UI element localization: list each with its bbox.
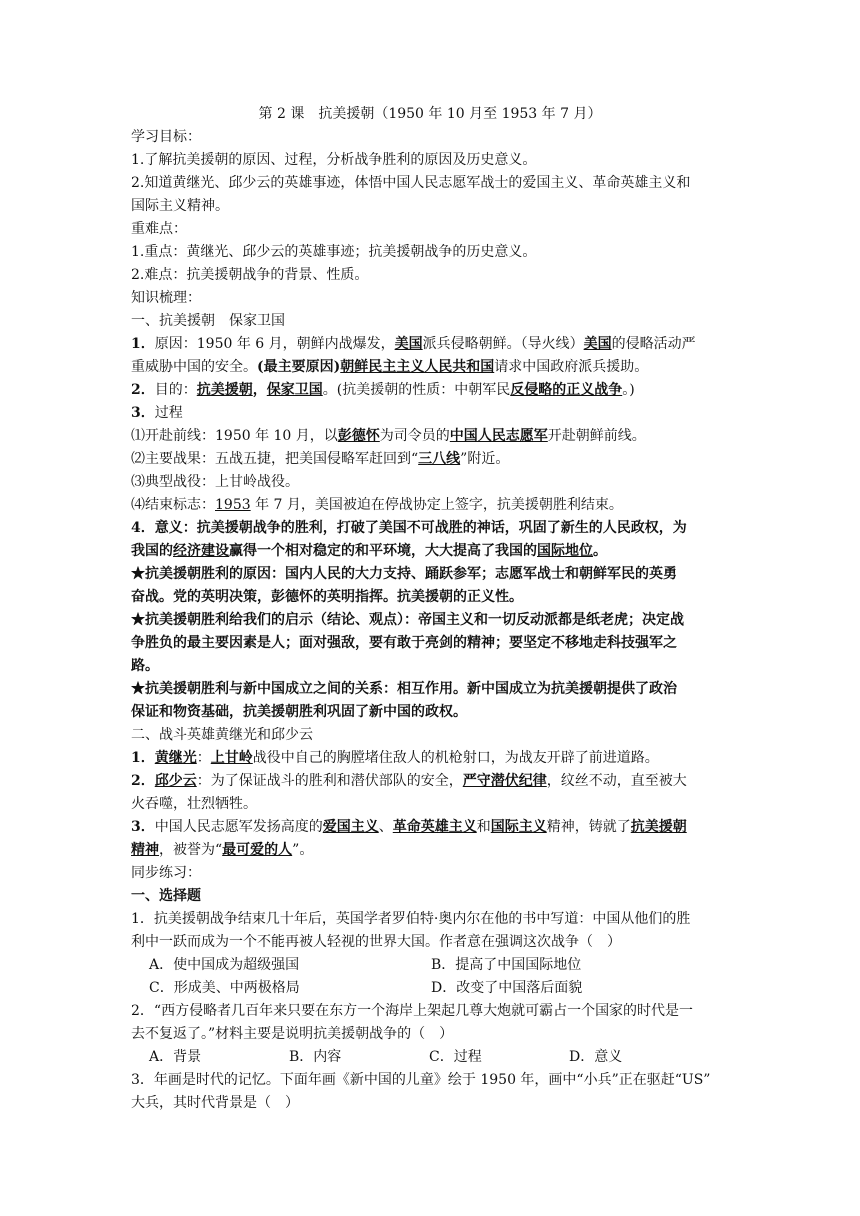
key-term: 革命英雄主义 (392, 819, 477, 835)
hero-line: 1．黄继光：上甘岭战役中自己的胸膛堵住敌人的机枪射口，为战友开辟了前进道路。 (131, 750, 659, 766)
item-number: 1． (131, 336, 155, 352)
option-row (131, 977, 736, 999)
question-stem: 1．抗美援朝战争结束几十年后，英国学者罗伯特·奥内尔在他的书中写道：中国从他们的胜 (131, 911, 691, 927)
key-term: 中国人民志愿军 (449, 428, 548, 444)
star-point: 争胜负的最主要因素是人；面对强敌，要有敢于亮剑的精神；要坚定不移地走科技强军之 (131, 635, 677, 651)
star-point: ★抗美援朝胜利的原因：国内人民的大力支持、踊跃参军；志愿军战士和朝鲜军民的英勇 (131, 566, 677, 582)
cause-line: 重威胁中国的安全。(最主要原因)朝鲜民主主义人民共和国请求中国政府派兵援助。 (131, 359, 649, 375)
star-point: 保证和物资基础，抗美援朝胜利巩固了新中国的政权。 (131, 704, 467, 720)
section-heading: 二、战斗英雄黄继光和邱少云 (131, 727, 313, 743)
question-stem: 2．“西方侵略者几百年来只要在东方一个海岸上架起几尊大炮就可霸占一个国家的时代是一 (131, 1003, 694, 1019)
option-d: D．意义 (569, 1049, 623, 1065)
star-point: ★抗美援朝胜利给我们的启示（结论、观点）：帝国主义和一切反动派都是纸老虎；决定战 (131, 612, 684, 628)
process-line: ⑷结束标志：1953 年 7 月，美国被迫在停战协定上签字，抗美援朝胜利结束。 (131, 497, 623, 513)
star-point: ★抗美援朝胜利与新中国成立之间的关系：相互作用。新中国成立为抗美援朝提供了政治 (131, 681, 677, 697)
knowledge-heading: 知识梳理： (131, 290, 201, 306)
section-heading: 一、选择题 (131, 888, 201, 904)
option-c: C．过程 (429, 1049, 482, 1065)
objective-item: 国际主义精神。 (131, 198, 229, 214)
option-row (131, 1046, 736, 1068)
key-term: 国际主义 (490, 819, 547, 835)
objective-item: 2.知道黄继光、邱少云的英雄事迹，体悟中国人民志愿军战士的爱国主义、革命英雄主义和 (131, 175, 691, 191)
cause-line: 1．原因：1950 年 6 月，朝鲜内战爆发，美国派兵侵略朝鲜。（导火线）美国的侵略活动严 (131, 336, 696, 352)
process-line: ⑶典型战役：上甘岭战役。 (131, 474, 299, 490)
significance-line: 4．意义：抗美援朝战争的胜利，打破了美国不可战胜的神话，巩固了新生的人民政权，为 (131, 520, 687, 536)
objectives-heading: 学习目标： (131, 129, 201, 145)
lesson-title: 第 2 课 抗美援朝（1950 年 10 月至 1953 年 7 月） (258, 106, 602, 122)
key-term: 1953 (215, 497, 251, 513)
item-number: 4． (131, 520, 155, 536)
key-term: 保家卫国 (266, 382, 323, 398)
option-b: B．提高了中国国际地位 (431, 957, 582, 973)
key-term: 邱少云 (154, 773, 197, 789)
process-line: ⑵主要战果：五战五捷，把美国侵略军赶回到“三八线”附近。 (131, 451, 510, 467)
question-stem: 去不复返了。”材料主要是说明抗美援朝战争的（ ） (131, 1026, 454, 1042)
key-term: 彭德怀 (337, 428, 380, 444)
item-number: 3． (131, 819, 155, 835)
purpose-line: 2．目的：抗美援朝，保家卫国。(抗美援朝的性质：中朝军民反侵略的正义战争。) (131, 382, 635, 398)
key-term: 精神 (131, 842, 159, 858)
hero-line: 2．邱少云：为了保证战斗的胜利和潜伏部队的安全，严守潜伏纪律，纹丝不动，直至被大 (131, 773, 687, 789)
key-term: 抗美援朝 (630, 819, 687, 835)
section-heading: 一、抗美援朝 保家卫国 (131, 313, 285, 329)
key-term: 经济建设 (173, 543, 229, 559)
question-stem: 大兵，其时代背景是（ ） (131, 1095, 299, 1111)
keypoint-item: 2.难点：抗美援朝战争的背景、性质。 (131, 267, 369, 283)
option-c: C．形成美、中两极格局 (149, 980, 300, 996)
keypoint-item: 1.重点：黄继光、邱少云的英雄事迹；抗美援朝战争的历史意义。 (131, 244, 537, 260)
key-term: 黄继光 (154, 750, 197, 766)
key-term: 朝鲜民主主义人民共和国 (340, 359, 495, 375)
practice-heading: 同步练习： (131, 865, 201, 881)
hero-line: 火吞噬，壮烈牺牲。 (131, 796, 257, 812)
key-term: 国际地位 (537, 543, 593, 559)
key-term: 上甘岭 (210, 750, 253, 766)
process-line: ⑴开赴前线：1950 年 10 月，以彭德怀为司令员的中国人民志愿军开赴朝鲜前线。 (131, 428, 646, 444)
option-a: A．使中国成为超级强国 (149, 957, 300, 973)
item-number: 1． (131, 750, 155, 766)
key-term: 美国 (394, 336, 423, 352)
option-b: B．内容 (289, 1049, 342, 1065)
objective-item: 1.了解抗美援朝的原因、过程，分析战争胜利的原因及历史意义。 (131, 152, 537, 168)
option-row (131, 954, 736, 976)
significance-line: 我国的经济建设赢得一个相对稳定的和平环境，大大提高了我国的国际地位。 (131, 543, 607, 559)
question-stem: 3．年画是时代的记忆。下面年画《新中国的儿童》绘于 1950 年，画中“小兵”正在驱赶“US” (131, 1072, 711, 1088)
spirit-line: 精神，被誉为“最可爱的人”。 (131, 842, 314, 858)
key-term: 美国 (583, 336, 612, 352)
star-point: 路。 (131, 658, 159, 674)
key-term: 抗美援朝 (196, 382, 253, 398)
key-term: 爱国主义 (322, 819, 379, 835)
item-number: 2． (131, 382, 155, 398)
key-term: 最可爱的人 (222, 842, 293, 858)
key-term: 严守潜伏纪律 (462, 773, 547, 789)
item-number: 3． (131, 405, 155, 421)
process-heading: 3．过程 (131, 405, 183, 421)
option-d: D．改变了中国落后面貌 (431, 980, 583, 996)
question-stem: 利中一跃而成为一个不能再被人轻视的世界大国。作者意在强调这次战争（ ） (131, 934, 621, 950)
item-number: 2． (131, 773, 155, 789)
keypoints-heading: 重难点： (131, 221, 187, 237)
key-term: 反侵略的正义战争 (510, 382, 623, 398)
star-point: 奋战。党的英明决策，彭德怀的英明指挥。抗美援朝的正义性。 (131, 589, 523, 605)
spirit-line: 3．中国人民志愿军发扬高度的爱国主义、革命英雄主义和国际主义精神，铸就了抗美援朝 (131, 819, 687, 835)
option-a: A．背景 (149, 1049, 202, 1065)
key-term: 三八线 (418, 451, 461, 467)
key-term: (最主要原因) (257, 359, 341, 375)
